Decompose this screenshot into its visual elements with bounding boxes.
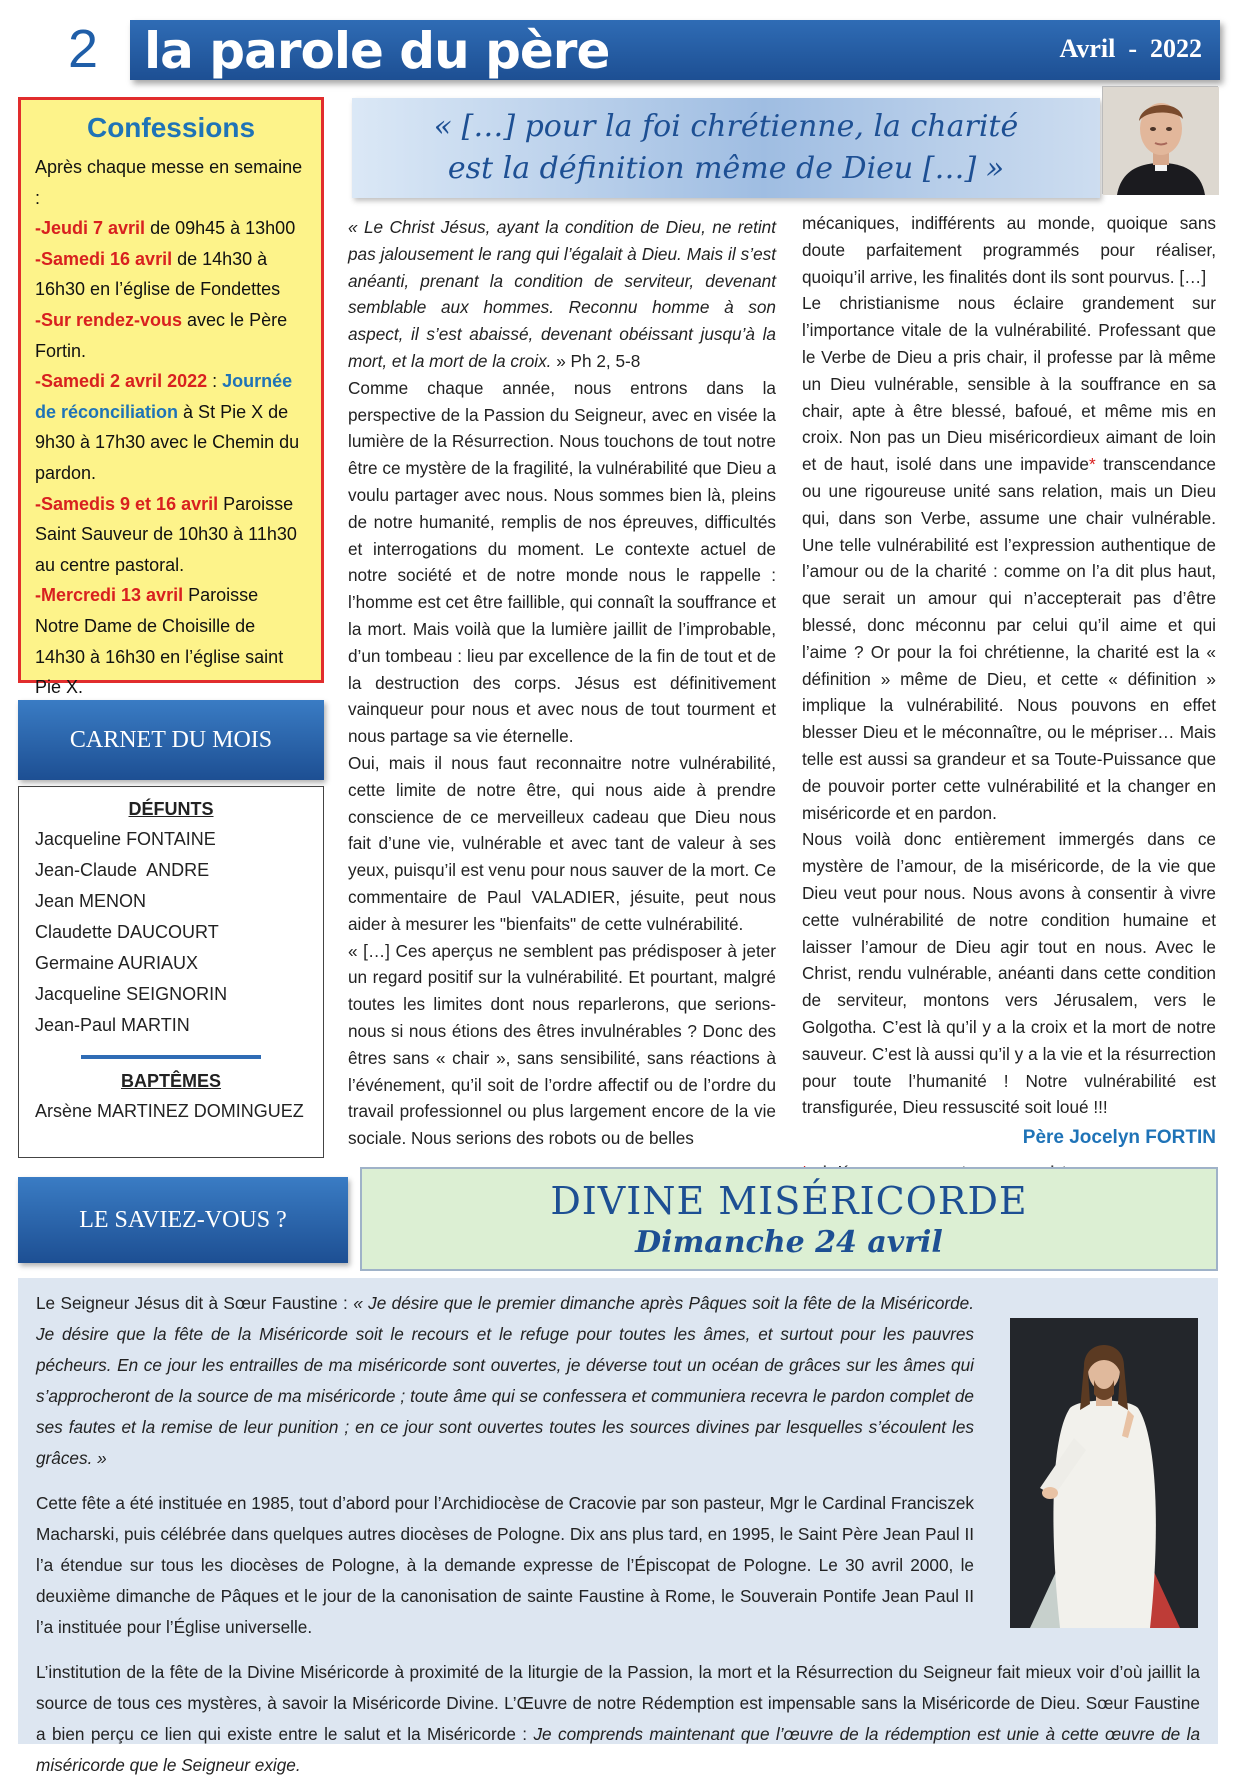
page-number: 2 — [68, 19, 99, 79]
quote-line: est la définition même de Dieu […] » — [447, 151, 1005, 186]
divine-title: DIVINE MISÉRICORDE — [550, 1179, 1028, 1223]
defunt-name: Jean MENON — [35, 891, 147, 911]
article-text: transcendance ou une rigoureuse unité sans relation, mais un Dieu qui, dans son Verbe, assume une chair vulnérable. Une telle vulnérabilité est l’expression authentique de l’amour ou de la charité : comme on l’a dit plus haut, que serait un amour qui n’accepterait pas d’être blessé, donc méconnu par celui qu’il aime et qui l’aime ? Or pour la foi chrétienne, la charité est la « définition » même de Dieu, et cette « définition » implique la vulnérabilité. Nous pouvons en effet blesser Dieu et le méconnaître, ou le mépriser… Mais telle est aussi sa grandeur et sa Toute-Puissance que de pouvoir porter cette vulnérabilité et la changer en miséricorde et en pardon. — [802, 454, 1216, 823]
quote-banner — [352, 98, 1100, 198]
article-text: Le christianisme nous éclaire grandement sur l’importance vitale de la vulnérabilité. Professant que le Verbe de Dieu a pris chair, il professe par là même un Dieu vulnérable, sensible à la souffrance en sa chair, apte à être blessé, bafoué, et même mis en croix. Non pas un Dieu miséricordieux aimant de loin et de haut, isolé dans une impavide — [802, 293, 1216, 475]
confession-detail: Paroisse Saint Sauveur de 10h30 à 11h30 au centre pastoral. — [35, 493, 297, 575]
article-paragraph — [802, 290, 1216, 826]
newsletter-title: la parole du père — [144, 22, 610, 80]
confessions-box — [18, 97, 324, 698]
faustine-closing-quote: Je comprends maintenant que l’œuvre de la rédemption est unie à cette œuvre de la miséricorde que le Seigneur exige. — [36, 1724, 1200, 1775]
quote-line: « […] pour la foi chrétienne, la charité — [433, 109, 1019, 144]
confessions-intro: Après chaque messe en semaine : — [35, 157, 303, 208]
saviez-paragraph: Cette fête a été instituée en 1985, tout d’abord pour l’Archidiocèse de Cracovie par son pasteur, Mgr le Cardinal Franciszek Macharski, puis célébrée dans quelques autres diocèses de Pologne. Dix ans plus tard, en 1995, le Saint Père Jean Paul II l’a étendue sur tous les diocèses de Pologne, à la demande expresse de l’Épiscopat de Pologne. Le 30 avril 2000, le deuxième dimanche de Pâques et le jour de la canonisation de sainte Faustine à Rome, le Souverain Pontife Jean Paul II l’a instituée pour l’Église universelle. — [36, 1493, 974, 1637]
confession-date: -Jeudi 7 avril — [35, 218, 146, 239]
confession-detail: avec le Père Fortin. — [35, 309, 288, 361]
confession-date: -Samedi 2 avril 2022 — [35, 371, 208, 392]
divine-mercy-illustration — [1010, 1318, 1198, 1628]
saviez-intro: Le Seigneur Jésus dit à Sœur Faustine : — [36, 1293, 354, 1313]
article-column-right — [802, 210, 1216, 1185]
scripture-ref: » Ph 2, 5-8 — [551, 350, 641, 371]
carnet-box — [18, 786, 324, 1158]
issue-date: Avril - 2022 — [1059, 34, 1202, 63]
confession-date: -Samedis 9 et 16 avril — [35, 493, 219, 514]
article-paragraph: Nous voilà donc entièrement immergés dans ce mystère de l’amour, de la miséricorde, de la vie que Dieu veut pour nous. Nous avons à consentir à vivre cette vulnérabilité de notre condition humaine et laisser l’amour de Dieu agir tout en nous. Avec le Christ, rendu vulnérable, anéanti dans cette condition de serviteur, montons vers Jérusalem, vers le Golgotha. C’est là qu’il y a la croix et la mort de notre sauveur. C’est là aussi qu’il y a la vie et la résurrection pour toute l’humanité ! Notre vulnérabilité est transfigurée, Dieu ressuscité soit loué !!! — [802, 829, 1216, 1118]
confession-date: -Sur rendez-vous — [35, 309, 183, 330]
confession-detail: de 09h45 à 13h00 — [145, 218, 296, 239]
saviez-paragraph — [36, 1288, 974, 1474]
confession-sep: : — [207, 371, 223, 392]
footnote-marker: * — [1089, 454, 1096, 475]
carnet-heading: CARNET DU MOIS — [18, 700, 324, 780]
defunt-name: Germaine AURIAUX — [35, 953, 199, 973]
article-paragraph: Comme chaque année, nous entrons dans la perspective de la Passion du Seigneur, avec en visée la lumière de la Résurrection. Nous touchons de tout notre être ce mystère de la fragilité, la vulnérabilité que Dieu a voulu partager avec nous. Nous sommes bien là, pleins de notre humanité, remplis de nos épreuves, difficultés et interrogations du moment. Le contexte actuel de notre société et de notre monde nous le rappelle : l’homme est cet être faillible, qui connaît la souffrance et la mort. Mais voilà que la lumière jaillit de l’improbable, d’un tombeau : lieu par excellence de la fin de tout et de la destruction des corps. Jésus est définitivement vainqueur pour nous et avec nous de tout tourment et nous partage sa vie éternelle. — [348, 377, 777, 747]
article-paragraph: « […] Ces aperçus ne semblent pas prédisposer à jeter un regard positif sur la vulnérabilité. Et pourtant, malgré toutes les limites dont nous reparlerons, que serions-nous si nous étions des êtres invulnérables ? Donc des êtres sans « chair », sans sensibilité, sans réactions à l’événement, qu’il soit de l’ordre affectif ou de l’ordre du travail professionnel ou plus largement encore de la vie sociale. Nous serions des robots ou de belles — [348, 940, 776, 1149]
priest-portrait-illustration — [1103, 87, 1219, 195]
faustine-quote: « Je désire que le premier dimanche après Pâques soit la fête de la Miséricorde. Je désire que la fête de la Miséricorde soit le recours et le refuge pour toutes les âmes, et surtout pour les pauvres pécheurs. En ce jour les entrailles de ma miséricorde sont ouvertes, je déverse tout un océan de grâces sur les âmes qui s’approcheront de la source de ma miséricorde ; toute âme qui se confessera et communiera recevra le pardon complet de ses fautes et la remise de leur punition ; en ce jour sont ouvertes toutes les sources divines par lesquelles s’écoulent les grâces. » — [36, 1293, 974, 1468]
divine-date: Dimanche 24 avril — [635, 1225, 943, 1260]
article-paragraph — [348, 214, 776, 375]
divine-misericorde-banner — [360, 1167, 1218, 1271]
defunt-name: Jean-Paul MARTIN — [35, 1015, 190, 1035]
header-band — [130, 20, 1220, 80]
author-signature: Père Jocelyn FORTIN — [1022, 1127, 1216, 1149]
defunt-name: Jacqueline SEIGNORIN — [35, 984, 228, 1004]
divine-mercy-image — [1010, 1318, 1198, 1628]
saviez-heading: LE SAVIEZ-VOUS ? — [18, 1177, 348, 1263]
defunt-name: Jacqueline FONTAINE — [35, 829, 216, 849]
confession-detail: Paroisse Notre Dame de Choisille de 14h30 à 16h30 en l’église saint Pie X. — [35, 585, 284, 698]
confessions-text — [35, 152, 307, 703]
reconciliation-day: Journée de réconciliation — [35, 371, 293, 422]
article-column-left — [348, 214, 776, 1158]
priest-portrait — [1102, 86, 1218, 194]
confessions-title: Confessions — [86, 112, 256, 143]
scripture-quote: « Le Christ Jésus, ayant la condition de Dieu, ne retint pas jalousement le rang qui l’égalait à Dieu. Mais il s’est anéanti, prenant la condition de serviteur, devenant semblable aux hommes. Reconnu homme à son aspect, il s’est abaissé, devenant obéissant jusqu’à la mort, et la mort de la croix. — [348, 217, 776, 371]
saviez-text: L’institution de la fête de la Divine Miséricorde à proximité de la liturgie de la Passion, la mort et la Résurrection du Seigneur fait mieux voir d’où jaillit la source de tous ces mystères, à savoir la Miséricorde Divine. L’Œuvre de notre Rédemption est impensable sans la Miséricorde de Dieu. Sœur Faustine a bien perçu ce lien qui existe entre le salut et la Miséricorde : — [36, 1662, 1200, 1744]
baptemes-title: BAPTÊMES — [120, 1071, 221, 1091]
carnet-divider — [81, 1055, 261, 1059]
confession-date: -Mercredi 13 avril — [35, 585, 184, 606]
defunts-title: DÉFUNTS — [128, 799, 214, 819]
saviez-paragraph — [36, 1657, 1200, 1781]
bapteme-name: Arsène MARTINEZ DOMINGUEZ — [35, 1101, 304, 1121]
confession-date: -Samedi 16 avril — [35, 248, 173, 269]
defunt-name: Claudette DAUCOURT — [35, 922, 219, 942]
article-paragraph: Oui, mais il nous faut reconnaitre notre vulnérabilité, cette limite de notre être, qui nous aide à prendre conscience de ce merveilleux cadeau que Dieu nous fait d’une vie, vulnérable et avec tant de valeur à ses yeux, puisqu’il est venu pour nous sauver de la mort. Ce commentaire de Paul VALADIER, jésuite, peut nous aider à mesurer les "bienfaits" de cette vulnérabilité. — [348, 752, 777, 934]
confession-detail: de 14h30 à 16h30 en l’église de Fondettes — [35, 248, 281, 300]
article-paragraph: mécaniques, indifférents au monde, quoique sans doute parfaitement programmés pour réaliser, quoiqu’il arrive, les finalités dont ils sont pourvus. […] — [802, 213, 1216, 287]
defunt-name: Jean-Claude ANDRE — [35, 860, 210, 880]
confession-detail: à St Pie X de 9h30 à 17h30 avec le Chemin du pardon. — [35, 401, 300, 483]
